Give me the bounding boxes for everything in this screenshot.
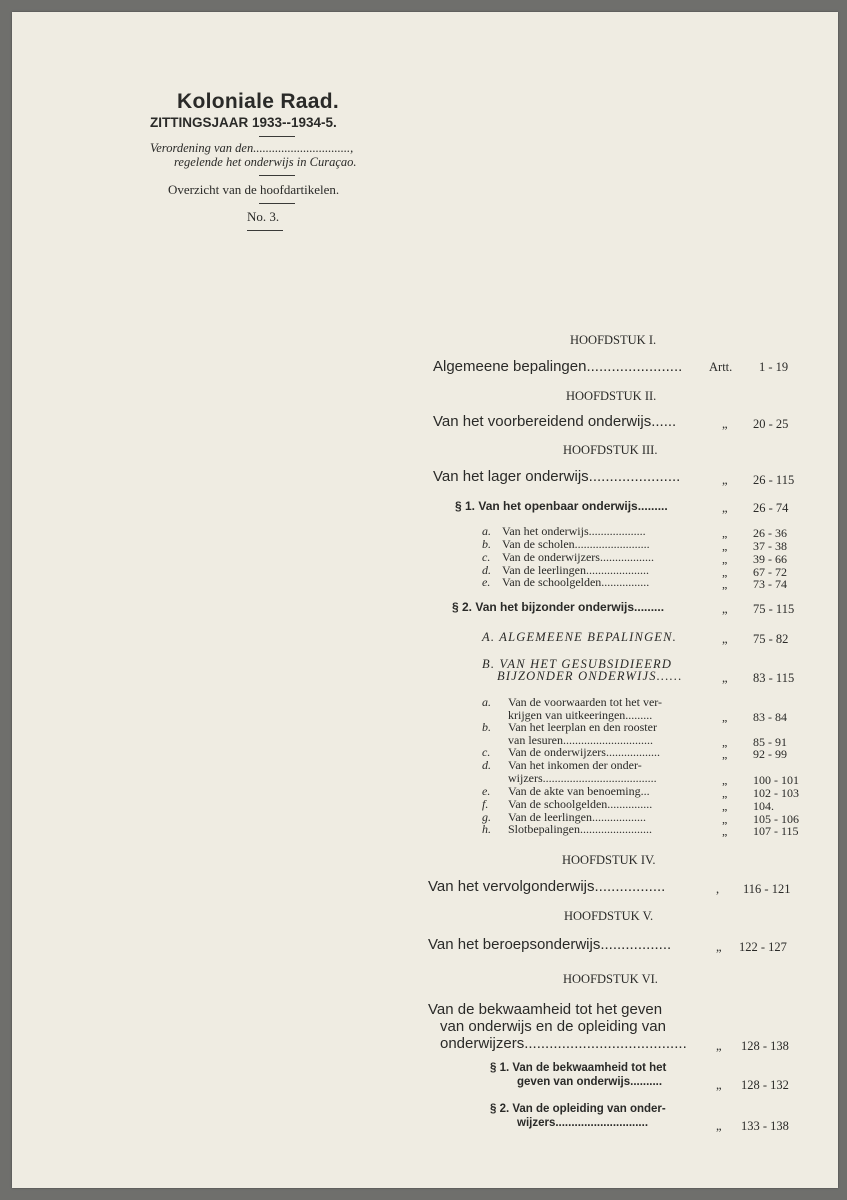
overview-title: Overzicht van de hoofdartikelen. (168, 182, 340, 197)
chapter-heading: HOOFDSTUK V. (564, 909, 654, 923)
toc-marker: „ (722, 799, 728, 813)
toc-section-entry: wijzers............................. (517, 1117, 649, 1129)
toc-sub-letter: b. (482, 720, 491, 734)
header-rule-2 (259, 175, 295, 176)
toc-marker: „ (722, 824, 728, 838)
toc-main-entry: Van het beroepsonderwijs................. (428, 936, 672, 953)
chapter-heading: HOOFDSTUK II. (566, 389, 657, 403)
toc-sub-entry: Van het inkomen der onder- (508, 758, 642, 772)
toc-marker: „ (722, 539, 728, 553)
toc-marker: „ (722, 577, 728, 591)
toc-section-entry: § 2. Van het bijzonder onderwijs......... (452, 600, 665, 614)
toc-range: 102 - 103 (753, 786, 799, 800)
toc-sub-entry: wijzers...................................... (508, 771, 657, 785)
toc-marker: „ (722, 671, 728, 685)
chapter-heading: HOOFDSTUK VI. (563, 972, 658, 986)
toc-sub-letter: g. (482, 810, 491, 824)
toc-marker: „ (722, 710, 728, 724)
toc-sub-entry: Van de leerlingen.................. (508, 810, 646, 824)
toc-marker: „ (716, 1119, 722, 1133)
chapter-heading: HOOFDSTUK III. (563, 443, 658, 457)
toc-marker: Artt. (709, 360, 733, 374)
toc-sub-entry: Van de voorwaarden tot het ver- (508, 695, 663, 709)
toc-marker: „ (722, 501, 728, 515)
toc-marker: „ (722, 602, 728, 616)
ordinance-line-1: Verordening van den..............................., (150, 141, 354, 155)
toc-range: 83 - 115 (753, 671, 795, 685)
toc-range: 92 - 99 (753, 747, 787, 761)
toc-sub-letter: a. (482, 695, 491, 709)
session-year: ZITTINGSJAAR 1933--1934-5. (150, 115, 337, 130)
toc-sub-entry: Slotbepalingen........................ (508, 822, 652, 836)
toc-range: 20 - 25 (753, 417, 789, 431)
toc-main-entry: Algemeene bepalingen....................... (433, 358, 683, 375)
header-rule-4 (247, 230, 283, 231)
toc-marker: „ (722, 565, 728, 579)
toc-main-entry: Van het voorbereidend onderwijs...... (433, 413, 677, 430)
toc-caps-entry: BIJZONDER ONDERWIJS...... (497, 669, 683, 683)
toc-marker: „ (722, 747, 728, 761)
toc-sub-entry: Van de onderwijzers.................. (502, 550, 654, 564)
document-page (12, 12, 838, 1188)
toc-range: 26 - 115 (753, 473, 795, 487)
toc-range: 26 - 36 (753, 526, 787, 540)
toc-main-entry: van onderwijs en de opleiding van (440, 1018, 666, 1035)
toc-main-entry: onderwijzers....................................... (440, 1035, 687, 1052)
toc-range: 105 - 106 (753, 812, 799, 826)
toc-range: 73 - 74 (753, 577, 787, 591)
toc-range: 75 - 82 (753, 632, 789, 646)
toc-range: 39 - 66 (753, 552, 787, 566)
toc-range: 83 - 84 (753, 710, 787, 724)
toc-range: 85 - 91 (753, 735, 787, 749)
toc-main-entry: Van het vervolgonderwijs................. (428, 878, 666, 895)
toc-marker: „ (716, 940, 722, 954)
toc-sub-letter: d. (482, 563, 491, 577)
toc-marker: „ (722, 552, 728, 566)
toc-sub-letter: e. (482, 575, 491, 589)
toc-sub-entry: van lesuren.............................. (508, 733, 653, 747)
toc-sub-entry: Van de scholen......................... (502, 537, 650, 551)
toc-marker: „ (722, 812, 728, 826)
toc-sub-entry: Van het onderwijs................... (502, 524, 646, 538)
chapter-heading: HOOFDSTUK IV. (562, 853, 656, 867)
ordinance-line-2: regelende het onderwijs in Curaçao. (174, 155, 357, 169)
toc-range: 1 - 19 (759, 360, 789, 374)
document-number: No. 3. (247, 209, 280, 224)
toc-section-entry: geven van onderwijs.......... (517, 1076, 663, 1088)
header-rule-1 (259, 136, 295, 137)
toc-range: 133 - 138 (741, 1119, 789, 1133)
toc-range: 26 - 74 (753, 501, 789, 515)
toc-marker: „ (716, 1078, 722, 1092)
toc-range: 107 - 115 (753, 824, 799, 838)
toc-range: 122 - 127 (739, 940, 787, 954)
toc-caps-entry: A. ALGEMEENE BEPALINGEN. (482, 630, 677, 644)
toc-sub-entry: Van de onderwijzers.................. (508, 745, 660, 759)
toc-sub-entry: krijgen van uitkeeringen......... (508, 708, 653, 722)
toc-sub-letter: d. (482, 758, 491, 772)
toc-main-entry: Van de bekwaamheid tot het geven (428, 1001, 663, 1018)
toc-marker: „ (722, 417, 728, 431)
toc-range: 37 - 38 (753, 539, 787, 553)
toc-range: 104. (753, 799, 774, 813)
toc-sub-entry: Van de leerlingen..................... (502, 563, 649, 577)
toc-range: 75 - 115 (753, 602, 795, 616)
header-rule-3 (259, 203, 295, 204)
toc-section-entry: § 2. Van de opleiding van onder- (490, 1103, 666, 1115)
toc-marker: „ (722, 632, 728, 646)
toc-sub-entry: Van het leerplan en den rooster (508, 720, 657, 734)
toc-marker: „ (722, 735, 728, 749)
toc-range: 128 - 138 (741, 1039, 789, 1053)
toc-range: 100 - 101 (753, 773, 799, 787)
toc-sub-letter: c. (482, 550, 491, 564)
chapter-heading: HOOFDSTUK I. (570, 333, 657, 347)
toc-section-entry: § 1. Van het openbaar onderwijs......... (455, 499, 668, 513)
toc-marker: „ (722, 526, 728, 540)
toc-main-entry: Van het lager onderwijs...................... (433, 468, 681, 485)
toc-sub-letter: e. (482, 784, 491, 798)
toc-sub-letter: c. (482, 745, 491, 759)
toc-range: 67 - 72 (753, 565, 787, 579)
toc-sub-letter: a. (482, 524, 491, 538)
toc-sub-letter: h. (482, 822, 491, 836)
toc-sub-entry: Van de akte van benoeming... (508, 784, 650, 798)
council-title: Koloniale Raad. (177, 90, 340, 113)
toc-range: 128 - 132 (741, 1078, 789, 1092)
toc-sub-letter: f. (482, 797, 489, 811)
toc-marker: „ (722, 473, 728, 487)
toc-section-entry: § 1. Van de bekwaamheid tot het (490, 1062, 667, 1074)
toc-marker: „ (722, 773, 728, 787)
toc-range: 116 - 121 (743, 882, 791, 896)
toc-caps-entry: B. VAN HET GESUBSIDIEERD (482, 657, 673, 671)
toc-marker: „ (722, 786, 728, 800)
toc-marker: „ (716, 1039, 722, 1053)
toc-sub-entry: Van de schoolgelden................ (502, 575, 650, 589)
toc-sub-entry: Van de schoolgelden............... (508, 797, 653, 811)
toc-marker: , (716, 882, 720, 896)
toc-sub-letter: b. (482, 537, 491, 551)
